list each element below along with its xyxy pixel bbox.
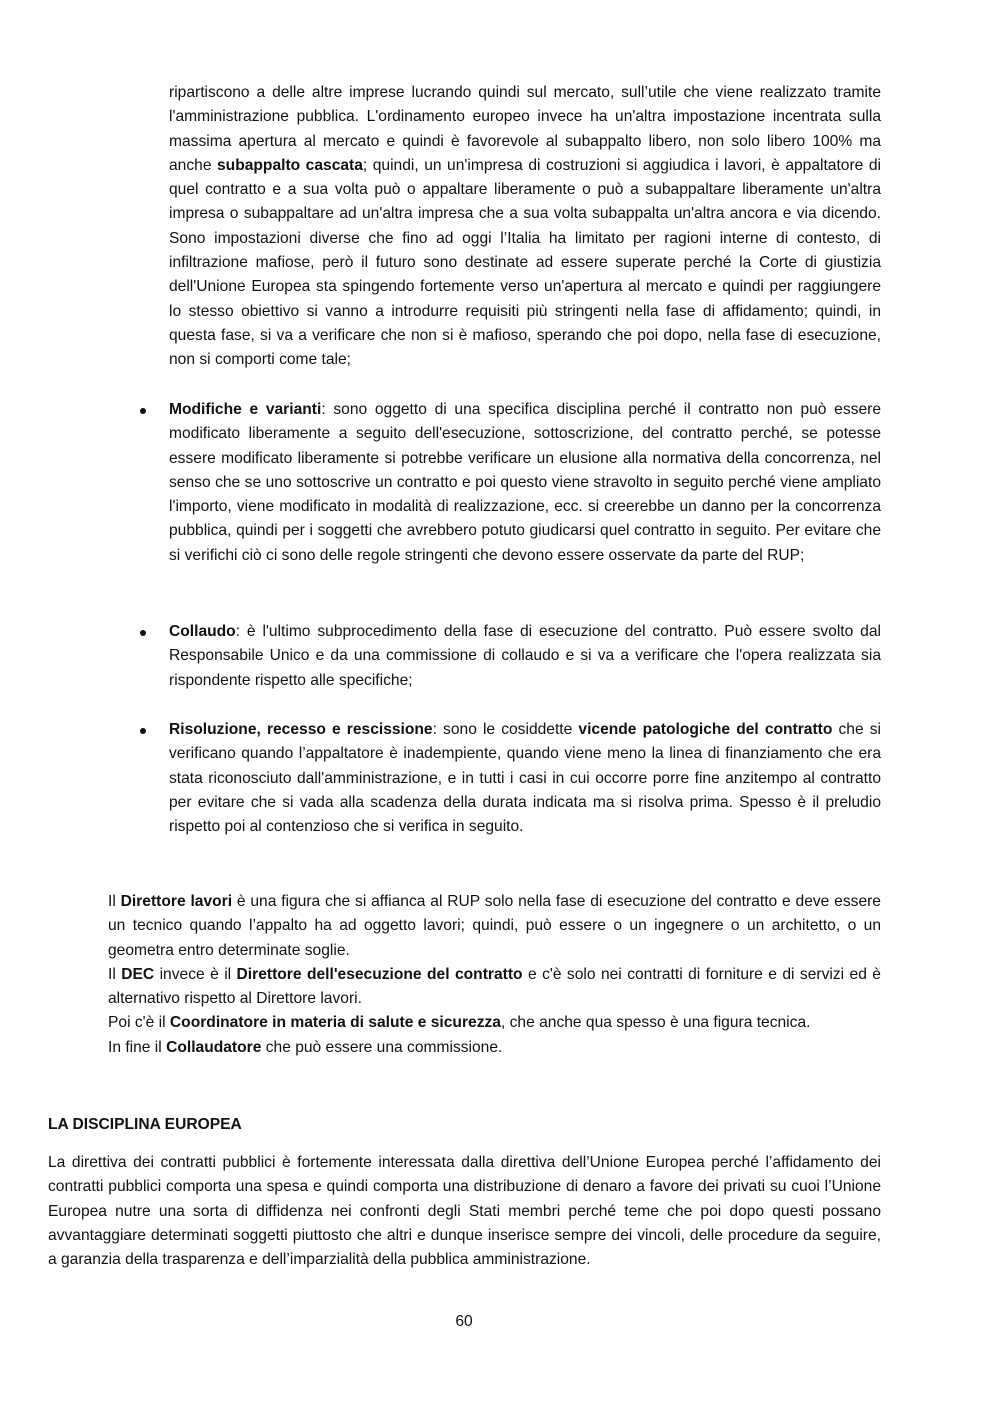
text: Il [108, 965, 122, 983]
bold-term: Direttore dell'esecuzione del contratto [236, 965, 523, 983]
text: Il [108, 893, 121, 910]
bullet-text [169, 718, 881, 839]
bullet-body: che si verificano quando l’appaltatore è inadempiente, quando viene meno la linea di finanziamento che era stata riconosciuto dall'amministrazione, e in tutti i casi in cui occorre porre fine anzitempo al contratto per evitare che si vada alla scadenza della durata indicata ma si risolva prima. Spesso è il preludio rispetto poi al contenzioso che si verifica in seguito. [169, 721, 882, 836]
bold-term: DEC [121, 965, 155, 983]
roles-block [108, 890, 881, 1060]
text: Poi c'è il [108, 1014, 170, 1032]
bullet-body: : è l'ultimo subprocedimento della fase di esecuzione del contratto. Può essere svolto dal Responsabile Unico e da una commissione di collaudo e si va a verificare che l'opera realizzata sia rispondente rispetto alle specifiche; [169, 623, 881, 689]
bullet-dot-icon [140, 408, 146, 414]
bullet-item-modifiche [169, 398, 881, 568]
section-paragraph: La direttiva dei contratti pubblici è fortemente interessata dalla direttiva dell’Unione Europea perché l’affidamento dei contratti pubblici comporta una spesa e quindi comporta una distribuzione di denaro a favore dei privati su cuoi l’Unione Europea nutre una sorta di diffidenza nei confronti degli Stati membri perché teme che poi dopo questi possano avvantaggiare determinati soggetti piuttosto che altri e dunque inserisce sempre dei vincoli, delle procedure da seguire, a garanzia della trasparenza e dell’imparzialità della pubblica amministrazione. [48, 1154, 881, 1269]
bullet-dot-icon [140, 630, 146, 636]
bullet-item-collaudo [169, 620, 881, 693]
bullet-text [169, 620, 881, 693]
bullet-title: Modifiche e varianti [169, 401, 322, 418]
continuation-paragraph [169, 81, 881, 373]
text: , che anche qua spesso è una figura tecnica. [500, 1014, 811, 1032]
text: che può essere una commissione. [261, 1038, 503, 1056]
text: invece è il [154, 965, 237, 983]
page-number: 60 [455, 1313, 473, 1330]
bullet-text [169, 398, 881, 568]
role-dec [108, 963, 881, 1012]
text: è una figura che si affianca al RUP solo nella fase di esecuzione del contratto e deve essere un tecnico quando l’appalto ha ad oggetto lavori; quindi, può essere o un ingegnere o un architetto, o un geometra entro determinate soglie. [108, 893, 881, 959]
bullet-body: : sono oggetto di una specifica disciplina perché il contratto non può essere modificato liberamente a seguito dell'esecuzione, sottoscrizione, del contratto perché, se potesse essere modificato liberamente si potrebbe verificare un elusione alla normativa della concorrenza, nel senso che se uno sottoscrive un contratto e poi questo viene stravolto in seguito perché viene ampliato l'importo, viene modificato in modalità di realizzazione, ecc. si creerebbe un danno per la concorrenza pubblica, quindi per i soggetti che avrebbero potuto giudicarsi quel contratto in seguito. Per evitare che si verifichi ciò ci sono delle regole stringenti che devono essere osservate da parte del RUP; [169, 401, 881, 564]
bullet-body: : sono le cosiddette [432, 721, 579, 738]
bullet-title: Risoluzione, recesso e rescissione [169, 721, 433, 738]
bold-term: Coordinatore in materia di salute e sicurezza [169, 1014, 501, 1032]
paragraph-text: ripartiscono a delle altre imprese lucrando quindi sul mercato, sull’utile che viene realizzato tramite l'amministrazione pubblica. L'ordinamento europeo invece ha un'altra impostazione incentrata sulla massima apertura al mercato e quindi è favorevole al subappalto libero, non solo libero 100% ma anche [169, 84, 881, 174]
bold-term: Direttore lavori [120, 893, 233, 910]
paragraph-text: ; quindi, un un'impresa di costruzioni si aggiudica i lavori, è appaltatore di quel contratto e a sua volta può o appaltare liberamente o può a subappaltare liberamente un'altra impresa o subappaltare ad un'altra impresa che a sua volta subappalta un'altra ancora e via dicendo. Sono impostazioni diverse che fino ad oggi l’Italia ha limitato per ragioni interne di contesto, di infiltrazione mafiose, però il futuro sono destinate ad essere superate perché la Corte di giustizia dell'Unione Europea sta spingendo fortemente verso un'apertura al mercato e quindi per raggiungere lo stesso obiettivo si vanno a introdurre requisiti più stringenti nella fase di affidamento; quindi, in questa fase, si va a verificare che non si è mafioso, sperando che poi dopo, nella fase di esecuzione, non si comporti come tale; [169, 156, 881, 369]
bold-term: vicende patologiche del contratto [578, 721, 833, 738]
role-direttore-lavori [108, 890, 881, 963]
bullet-item-risoluzione [169, 718, 881, 839]
bold-term: Collaudatore [166, 1038, 262, 1056]
text: In fine il [108, 1038, 167, 1056]
section-heading: LA DISCIPLINA EUROPEA [48, 1116, 242, 1133]
role-collaudatore [108, 1036, 881, 1060]
role-coordinatore [108, 1011, 881, 1035]
bullet-dot-icon [140, 728, 146, 734]
bold-term: subappalto cascata [217, 156, 363, 174]
text: e c'è solo nei contratti di forniture e di servizi ed è alternativo rispetto al Direttore lavori. [108, 965, 881, 1008]
bullet-title: Collaudo [169, 623, 236, 640]
